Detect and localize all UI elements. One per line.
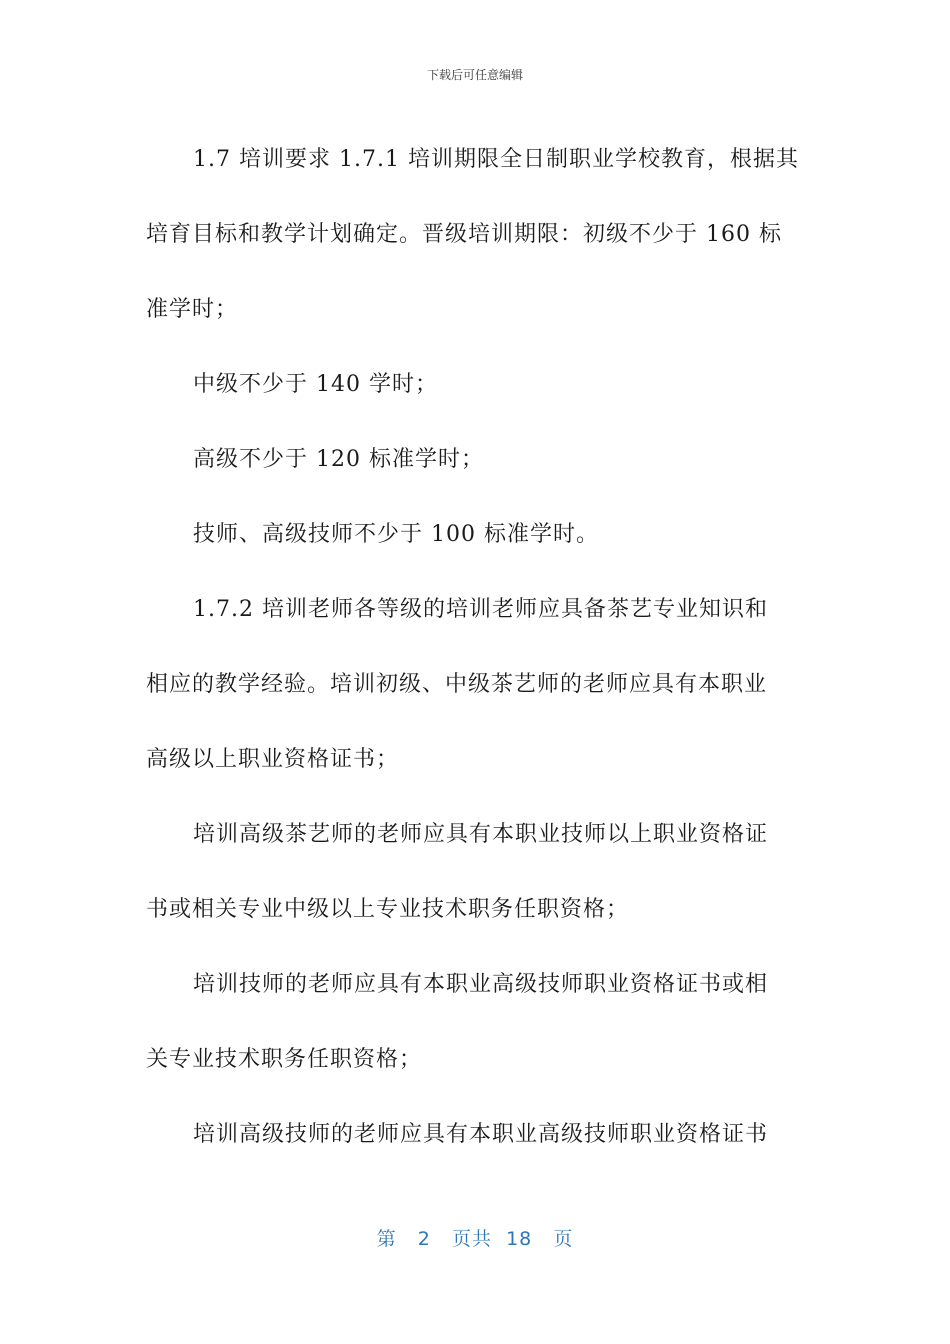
- paragraph-line: 书或相关专业中级以上专业技术职务任职资格；: [146, 897, 630, 922]
- page-label-prefix: 第: [376, 1228, 397, 1250]
- page-label-middle: 页共: [451, 1228, 492, 1250]
- page-label-suffix: 页: [553, 1228, 574, 1250]
- total-pages-number: 18: [506, 1228, 533, 1250]
- paragraph-line: 关专业技术职务任职资格；: [146, 1047, 423, 1072]
- paragraph-line: 高级以上职业资格证书；: [146, 747, 400, 772]
- paragraph-line: 准学时；: [146, 297, 239, 322]
- paragraph-line: 高级不少于 120 标准学时；: [193, 447, 484, 472]
- paragraph-line: 相应的教学经验。培训初级、中级茶艺师的老师应具有本职业: [146, 672, 768, 697]
- paragraph-line: 技师、高级技师不少于 100 标准学时。: [193, 522, 599, 547]
- paragraph-line: 培训高级茶艺师的老师应具有本职业技师以上职业资格证: [193, 822, 769, 847]
- paragraph-line: 中级不少于 140 学时；: [193, 372, 438, 397]
- paragraph-line: 培育目标和教学计划确定。晋级培训期限：初级不少于 160 标: [146, 222, 782, 247]
- paragraph-line: 培训高级技师的老师应具有本职业高级技师职业资格证书: [193, 1122, 769, 1147]
- paragraph-line: 1.7 培训要求 1.7.1 培训期限全日制职业学校教育，根据其: [193, 147, 799, 172]
- header-note: 下载后可任意编辑: [426, 68, 523, 82]
- page-footer: [0, 1224, 950, 1251]
- current-page-number: 2: [417, 1228, 431, 1250]
- paragraph-line: 培训技师的老师应具有本职业高级技师职业资格证书或相: [193, 972, 769, 997]
- document-body: [146, 122, 806, 1172]
- paragraph-line: 1.7.2 培训老师各等级的培训老师应具备茶艺专业知识和: [193, 597, 768, 622]
